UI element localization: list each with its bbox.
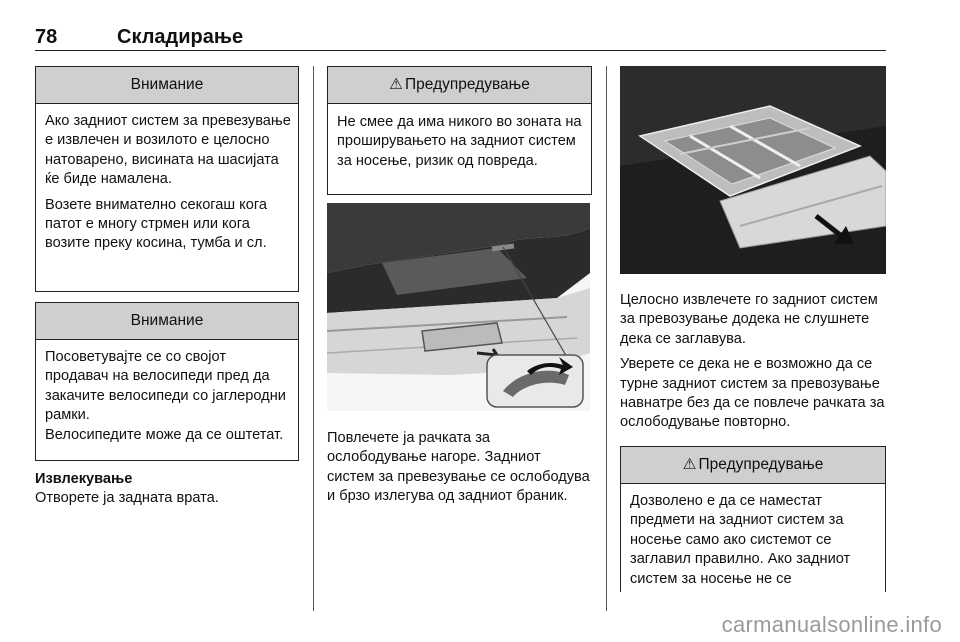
caution-box-body <box>45 348 292 445</box>
page-header <box>35 24 886 51</box>
warning-box-title: Предупредување <box>405 76 530 93</box>
section-extraction <box>35 470 297 509</box>
section-heading: Извлекување <box>35 471 133 487</box>
warning-box-body <box>630 492 879 589</box>
warning-box-body <box>337 113 585 177</box>
warning-box-header <box>621 447 885 484</box>
caution-box-body <box>45 112 292 260</box>
figure-caption-middle: Повлечете ја рачката за ослободување нагоре. Задниот систем за превезување се ослободува и брзо излегува од задниот браник. <box>327 430 590 505</box>
page-title: Складирање <box>117 26 244 48</box>
caution-box-title: Внимание <box>36 67 298 104</box>
column-divider-left <box>313 66 314 611</box>
warning-box-middle <box>327 66 592 195</box>
column-divider-right <box>606 66 607 611</box>
warning-triangle-icon: ⚠ <box>389 76 404 93</box>
caution-paragraph: Посоветувајте се со својот продавач на велосипеди пред да закачите велосипеди со јаглеродни рамки. <box>45 349 286 424</box>
right-column-text <box>620 291 886 439</box>
caution-paragraph: Велосипедите може да се оштетат. <box>45 426 284 443</box>
caution-paragraph: Ако задниот систем за превезување е извлечен и возилото е целосно натоварено, висината на шасијата ќе биде намалена. <box>45 113 291 188</box>
instruction-paragraph: Целосно извлечете го задниот систем за превозување додека не слушнете дека се заглавува. <box>620 292 878 347</box>
caution-box-2 <box>35 302 299 461</box>
warning-triangle-icon: ⚠ <box>682 456 697 473</box>
watermark: carmanualsonline.info <box>721 612 942 637</box>
page-number: 78 <box>35 26 58 48</box>
instruction-paragraph: Уверете се дека не е возможно да се турне задниот систем за превозување навнатре без да се повлече рачката за ослободување повторно. <box>620 356 885 431</box>
warning-box-right <box>620 446 886 592</box>
bumper-release-illustration <box>327 203 590 411</box>
rear-carrier-extended-illustration <box>620 66 886 274</box>
warning-box-title: Предупредување <box>698 456 824 473</box>
warning-box-header <box>328 67 591 104</box>
caution-box-title: Внимание <box>36 303 298 340</box>
warning-paragraph: Дозволено е да се наместат предмети на задниот систем за носење само ако системот се заглавил правилно. Ако задниот систем за носење не се <box>630 493 851 587</box>
warning-paragraph: Не смее да има никого во зоната на проширувањето на задниот систем за носење, ризик од повреда. <box>337 114 582 169</box>
caution-box-1 <box>35 66 299 292</box>
section-body: Отворете ја задната врата. <box>35 490 219 507</box>
caution-paragraph: Возете внимателно секогаш кога патот е многу стрмен или кога возите преку косина, тумба и сл. <box>45 196 267 252</box>
